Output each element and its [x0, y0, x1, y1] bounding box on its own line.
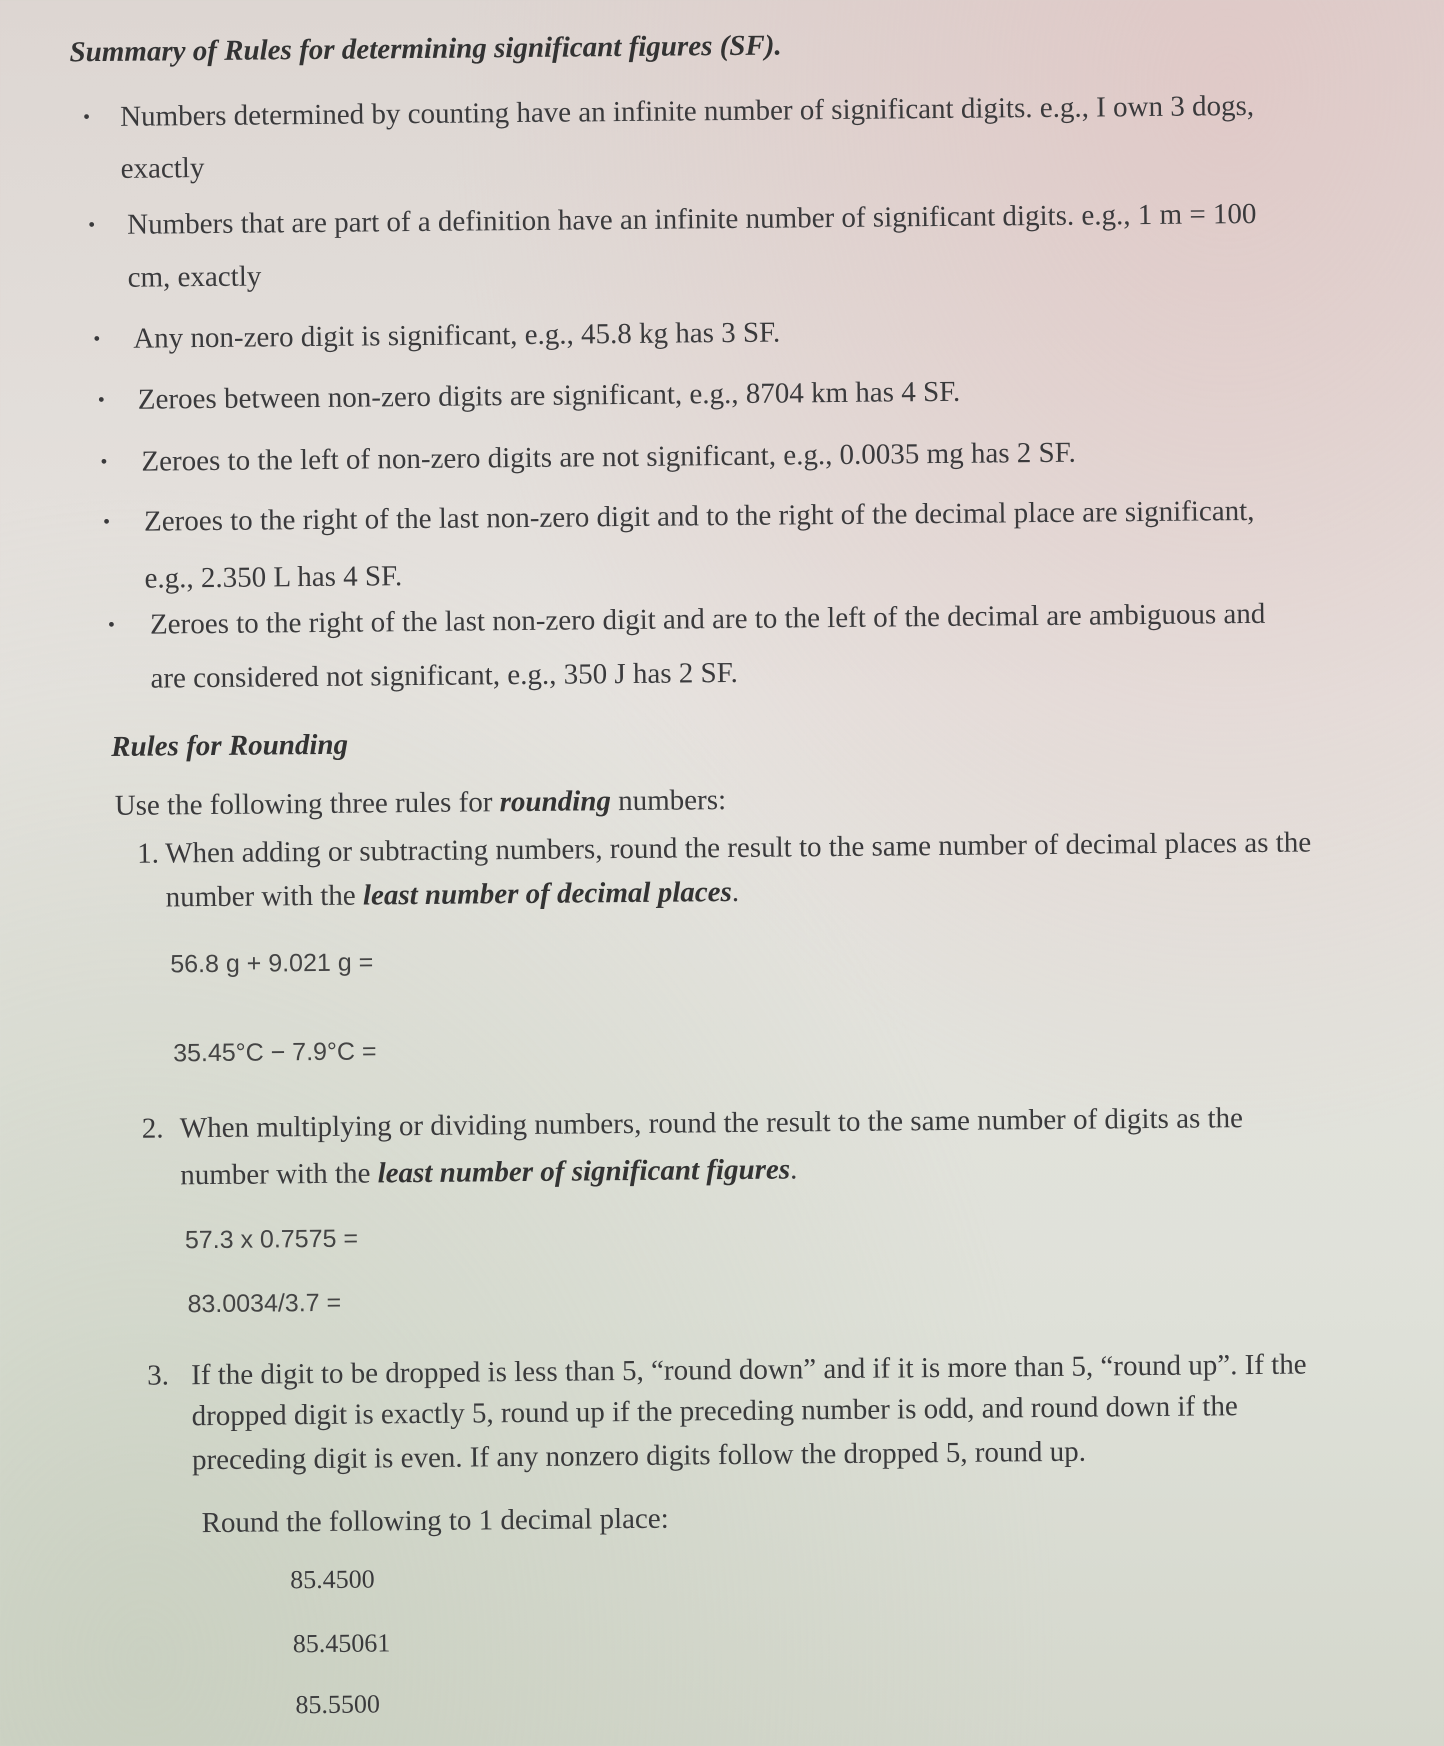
section-heading: Rules for Rounding [111, 728, 349, 763]
rule-text: are considered not significant, e.g., 350 J has 2 SF. [150, 656, 738, 695]
rounding-value: 85.4500 [290, 1564, 375, 1595]
rule-text: Zeroes to the right of the last non-zero digit and to the right of the decimal place are significant, [143, 494, 1255, 538]
example-equation: 35.45°C − 7.9°C = [172, 1037, 377, 1068]
rule-text: e.g., 2.350 L has 4 SF. [144, 560, 403, 595]
rule-text [180, 1152, 797, 1192]
rule-text: When adding or subtracting numbers, round the result to the same number of decimal places as the [165, 826, 1312, 870]
rule-text [165, 875, 739, 915]
rule-text: Numbers determined by counting have an infinite number of significant digits. e.g., I own 3 dogs, [119, 89, 1255, 133]
text-emphasis: least number of significant figures [377, 1153, 791, 1190]
intro-text [115, 783, 727, 823]
list-number: 2. [141, 1112, 164, 1145]
bullet-icon: • [102, 510, 111, 534]
rule-text: preceding digit is even. If any nonzero digits follow the dropped 5, round up. [191, 1435, 1087, 1477]
rule-text: cm, exactly [127, 260, 262, 294]
text-part: number with the [165, 879, 364, 914]
document-title: Summary of Rules for determining significant figures (SF). [69, 29, 782, 69]
rule-text: Zeroes to the left of non-zero digits are not significant, e.g., 0.0035 mg has 2 SF. [141, 436, 1076, 478]
text-part: . [789, 1153, 798, 1186]
rounding-prompt: Round the following to 1 decimal place: [201, 1502, 669, 1540]
rule-text: When multiplying or dividing numbers, round the result to the same number of digits as the [179, 1102, 1244, 1145]
rule-text: Numbers that are part of a definition have an infinite number of significant digits. e.g., 1 m = 100 [127, 197, 1257, 241]
rule-text: Zeroes between non-zero digits are significant, e.g., 8704 km has 4 SF. [137, 375, 961, 416]
example-equation: 57.3 x 0.7575 = [184, 1224, 359, 1255]
text-part: . [731, 875, 740, 909]
bullet-icon: • [100, 450, 108, 474]
bullet-icon: • [93, 328, 101, 351]
text-part: number with the [180, 1157, 378, 1192]
intro-part: numbers: [610, 784, 727, 818]
example-equation: 83.0034/3.7 = [187, 1288, 342, 1319]
intro-part: Use the following three rules for [114, 786, 500, 822]
example-equation: 56.8 g + 9.021 g = [170, 948, 374, 979]
bullet-icon: • [97, 389, 105, 412]
rule-text: dropped digit is exactly 5, round up if the preceding number is odd, and round down if the [191, 1390, 1238, 1433]
rounding-value: 85.5500 [295, 1689, 381, 1720]
text-emphasis: least number of decimal places [362, 876, 732, 912]
bullet-icon: • [107, 613, 116, 636]
bullet-icon: • [83, 106, 91, 129]
bullet-icon: • [88, 214, 96, 237]
list-number: 3. [147, 1359, 170, 1392]
rule-text: exactly [120, 152, 205, 185]
rule-text: If the digit to be dropped is less than 5, “round down” and if it is more than 5, “round up”. If the [191, 1348, 1307, 1392]
rule-text: Any non-zero digit is significant, e.g., 45.8 kg has 3 SF. [133, 316, 781, 355]
rule-text: Zeroes to the right of the last non-zero digit and are to the left of the decimal are ambiguous and [149, 597, 1266, 641]
list-number: 1. [137, 837, 160, 870]
rounding-value: 85.45061 [292, 1628, 391, 1659]
intro-emphasis: rounding [499, 785, 612, 819]
